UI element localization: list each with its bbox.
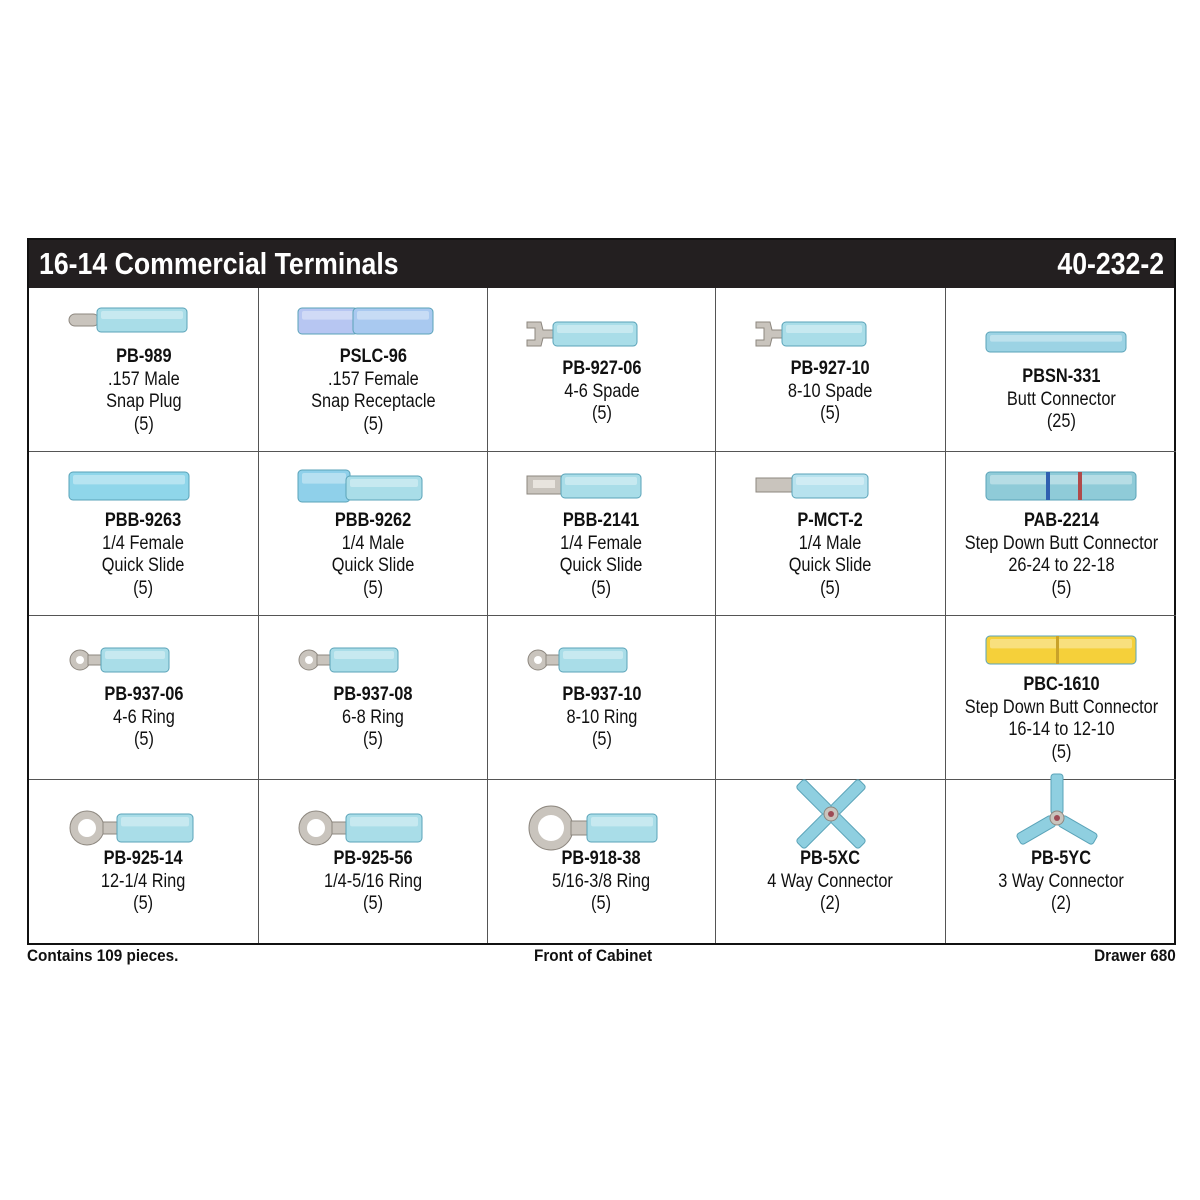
drawer-number: Drawer 680: [1094, 946, 1176, 965]
terminal-grid: [29, 288, 1174, 943]
spade-terminal-icon: [746, 288, 916, 358]
terminal-description: 3 Way Connector: [998, 870, 1124, 892]
piece-quantity: (5): [591, 893, 612, 914]
terminal-subdescription: Snap Plug: [105, 391, 182, 412]
terminal-text: [324, 848, 422, 916]
terminal-description: 4 Way Connector: [767, 870, 894, 892]
part-number: PB-927-06: [561, 358, 642, 379]
ring-terminal-icon: [288, 616, 458, 684]
terminal-cell: [488, 452, 716, 616]
terminal-text: [789, 510, 872, 600]
terminal-cell: [488, 616, 716, 780]
male-quick-slide-icon: [288, 452, 458, 510]
part-number: PB-925-56: [333, 848, 413, 869]
piece-quantity: (5): [133, 729, 154, 750]
terminal-description: 1/4 Female: [102, 532, 185, 554]
part-number: P-MCT-2: [797, 510, 864, 531]
terminal-cell: [29, 780, 259, 943]
terminal-description: Butt Connector: [1006, 388, 1116, 410]
grid-row: [29, 288, 1174, 452]
terminal-text: [562, 358, 641, 426]
piece-quantity: (25): [1046, 411, 1076, 432]
terminal-text: [788, 358, 872, 426]
terminal-subdescription: Snap Receptacle: [310, 391, 436, 412]
terminal-text: [311, 346, 435, 436]
terminal-text: [333, 684, 412, 752]
terminal-description: 1/4-5/16 Ring: [323, 870, 423, 892]
bullet-male-terminal-icon: [59, 288, 229, 346]
piece-quantity: (2): [820, 893, 841, 914]
terminal-text: [560, 510, 643, 600]
terminal-cell: [716, 452, 946, 616]
terminal-text: [768, 848, 894, 916]
piece-quantity: (5): [591, 729, 612, 750]
terminal-cell: [259, 780, 488, 943]
terminal-cell: [946, 780, 1176, 943]
terminal-cell: [946, 452, 1176, 616]
terminal-text: [998, 848, 1124, 916]
terminal-cell: [259, 452, 488, 616]
female-flag-terminal-icon: [517, 452, 687, 510]
terminal-cell: [946, 288, 1176, 452]
terminal-subdescription: Quick Slide: [331, 555, 415, 576]
part-number: PB-989: [115, 346, 172, 367]
terminal-subdescription: 26-24 to 22-18: [1007, 555, 1115, 576]
terminal-description: 1/4 Female: [560, 532, 643, 554]
terminal-description: 4-6 Ring: [112, 706, 175, 728]
part-number: PBC-1610: [1022, 674, 1100, 695]
piece-quantity: (5): [820, 403, 841, 424]
terminal-text: [332, 510, 415, 600]
terminal-description: 6-8 Ring: [342, 706, 404, 728]
piece-quantity: (5): [133, 577, 154, 599]
ring-terminal-icon: [59, 616, 229, 684]
part-number: PB-937-06: [103, 684, 184, 705]
part-number: PBSN-331: [1021, 366, 1101, 387]
spade-terminal-icon: [517, 288, 687, 358]
terminal-text: [104, 684, 183, 752]
piece-quantity: (5): [363, 413, 383, 435]
terminal-text: [102, 510, 185, 600]
terminal-subdescription: Quick Slide: [560, 555, 643, 576]
female-quick-slide-icon: [59, 452, 229, 510]
terminal-cell: [946, 616, 1176, 780]
part-number: PBB-9263: [105, 510, 182, 531]
terminal-cell: [716, 288, 946, 452]
terminal-description: 5/16-3/8 Ring: [552, 870, 651, 892]
part-number: PB-937-10: [561, 684, 642, 705]
terminal-subdescription: Quick Slide: [789, 555, 872, 576]
terminal-text: [106, 346, 181, 436]
terminal-description: 12-1/4 Ring: [101, 870, 186, 892]
piece-quantity: (5): [363, 893, 383, 914]
terminal-description: .157 Male: [107, 368, 180, 390]
terminal-description: 8-10 Ring: [566, 706, 637, 728]
part-number: PB-5YC: [1031, 848, 1091, 869]
terminal-cell: [716, 780, 946, 943]
piece-quantity: (5): [363, 577, 383, 599]
grid-row: [29, 452, 1174, 616]
large-ring-terminal-icon: [59, 780, 229, 848]
piece-quantity: (5): [363, 729, 383, 750]
terminal-cell: [259, 288, 488, 452]
three-way-connector-icon: [976, 780, 1146, 848]
terminal-description: Step Down Butt Connector: [964, 696, 1158, 718]
butt-connector-icon: [976, 288, 1146, 366]
male-tab-terminal-icon: [746, 452, 916, 510]
piece-count: Contains 109 pieces.: [27, 946, 179, 965]
terminal-subdescription: 16-14 to 12-10: [1007, 719, 1115, 740]
part-number: PB-927-10: [790, 358, 871, 379]
header-bar: [29, 240, 1174, 288]
terminal-cell: [259, 616, 488, 780]
part-number: PAB-2214: [1023, 510, 1099, 531]
kit-code: 40-232-2: [1057, 246, 1164, 281]
part-number: PB-5XC: [800, 848, 861, 869]
part-number: PBB-2141: [563, 510, 640, 531]
part-number: PB-918-38: [561, 848, 642, 869]
piece-quantity: (5): [591, 577, 612, 599]
part-number: PB-925-14: [103, 848, 184, 869]
terminal-cell: [29, 452, 259, 616]
terminal-text: [562, 684, 641, 752]
part-number: PB-937-08: [333, 684, 413, 705]
extra-large-ring-terminal-icon: [517, 780, 687, 848]
piece-quantity: (5): [133, 413, 154, 435]
piece-quantity: (2): [1051, 893, 1071, 914]
snap-receptacle-icon: [288, 288, 458, 346]
step-down-butt-connector-yellow-icon: [976, 616, 1146, 674]
terminal-description: 1/4 Male: [341, 532, 405, 554]
terminal-description: .157 Female: [327, 368, 419, 390]
terminal-cell: [488, 780, 716, 943]
four-way-connector-icon: [746, 780, 916, 848]
piece-quantity: (5): [591, 403, 612, 424]
terminal-cell: [29, 616, 259, 780]
drawer-label-sheet: [27, 238, 1176, 945]
part-number: PSLC-96: [339, 346, 407, 367]
terminal-description: 4-6 Spade: [563, 380, 640, 402]
piece-quantity: (5): [133, 893, 154, 914]
step-down-butt-connector-icon: [976, 452, 1146, 510]
terminal-subdescription: Quick Slide: [102, 555, 185, 576]
terminal-description: 1/4 Male: [799, 532, 862, 554]
grid-row: [29, 780, 1174, 943]
grid-row: [29, 616, 1174, 780]
terminal-text: [101, 848, 185, 916]
cabinet-position: Front of Cabinet: [534, 946, 653, 965]
terminal-text: [552, 848, 650, 916]
terminal-description: 8-10 Spade: [788, 380, 873, 402]
terminal-description: Step Down Butt Connector: [964, 532, 1158, 554]
terminal-text: [964, 510, 1157, 600]
terminal-text: [964, 674, 1157, 764]
piece-quantity: (5): [1051, 741, 1071, 763]
large-ring-terminal-icon: [288, 780, 458, 848]
drawer-title: 16-14 Commercial Terminals: [39, 246, 399, 281]
piece-quantity: (5): [1051, 577, 1071, 599]
part-number: PBB-9262: [334, 510, 412, 531]
empty-cell: [716, 616, 946, 780]
terminal-text: [1006, 366, 1115, 434]
terminal-cell: [488, 288, 716, 452]
terminal-cell: [29, 288, 259, 452]
piece-quantity: (5): [820, 577, 841, 599]
ring-terminal-icon: [517, 616, 687, 684]
